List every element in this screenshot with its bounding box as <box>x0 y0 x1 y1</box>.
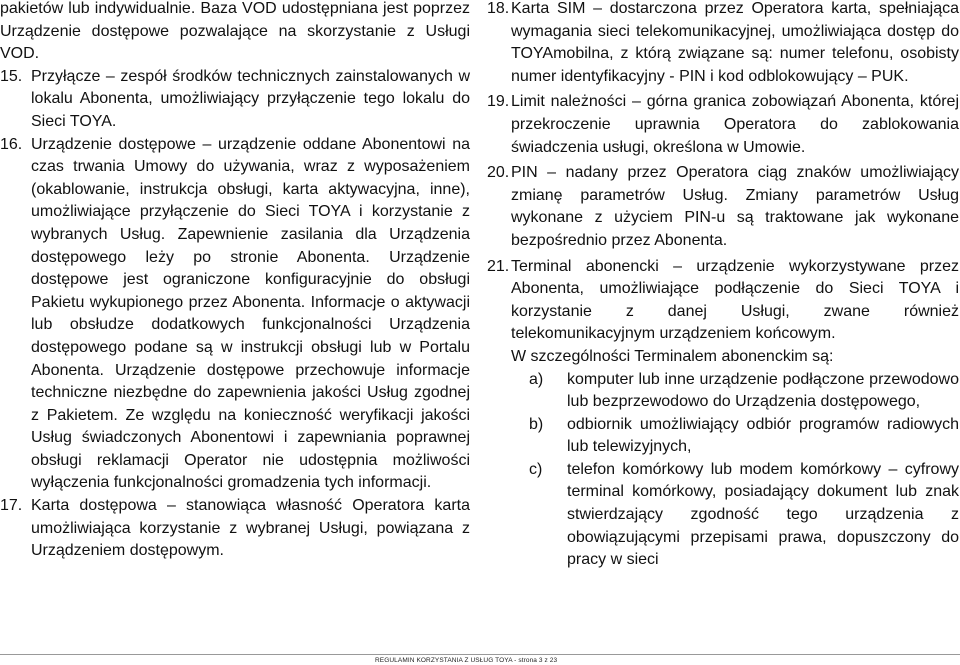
definition-item-18 <box>487 0 959 88</box>
definition-item-21 <box>487 256 959 572</box>
sublist-text: komputer lub inne urządzenie podłączone przewodowo lub bezprzewodowo do Urządzenia dostępowego, <box>567 370 959 411</box>
item-lead-in: W szczególności Terminalem abonenckim są: <box>511 347 834 365</box>
item-text: PIN – nadany przez Operatora ciąg znaków umożliwiający zmianę parametrów Usług. Zmiany parametrów Usług wykonane z użyciem PIN-u są traktowane jak wykonane bezpośrednio przez Abonenta. <box>511 164 959 249</box>
right-column <box>487 0 959 572</box>
item-number: 19. <box>487 93 510 111</box>
footer-divider <box>0 654 960 655</box>
sublist-label: a) <box>529 370 544 388</box>
sublist-label: c) <box>529 460 543 478</box>
item-text: Terminal abonencki – urządzenie wykorzystywane przez Abonenta, umożliwiające podłączenie do Sieci TOYA i korzystanie z danej Usługi, zwane również telekomunikacyjnym urządzeniem końcowym. <box>511 257 959 343</box>
item-text: Przyłącze – zespół środków technicznych zainstalowanych w lokalu Abonenta, umożliwiający przyłączenie tego lokalu do Sieci TOYA. <box>31 67 470 130</box>
intro-paragraph: pakietów lub indywidualnie. Baza VOD udostępniana jest poprzez Urządzenie dostępowe pozwalające na skorzystanie z Usługi VOD. <box>0 0 470 63</box>
item-text: Karta dostępowa – stanowiąca własność Operatora karta umożliwiająca korzystanie z wybranej Usługi, powiązana z Urządzeniem dostępowym. <box>31 497 470 560</box>
terminal-sublist <box>511 369 959 572</box>
sublist-item-a <box>511 369 959 414</box>
item-number: 17. <box>0 497 23 515</box>
page-footer: REGULAMIN KORZYSTANIA Z USŁUG TOYA - strona 3 z 23 <box>375 657 558 664</box>
item-number: 16. <box>0 135 23 153</box>
item-number: 20. <box>487 164 510 182</box>
sublist-item-b <box>511 414 959 459</box>
left-column <box>0 0 470 563</box>
definition-item-19 <box>487 91 959 159</box>
definition-item-20 <box>487 162 959 252</box>
sublist-text: telefon komórkowy lub modem komórkowy – cyfrowy terminal komórkowy, posiadający dokument lub znak stwierdzający zgodność tego urządzenia z obowiązującymi przepisami prawa, dopuszczony do pracy w sieci <box>567 460 959 569</box>
definition-item-16 <box>0 134 470 496</box>
item-text: Limit należności – górna granica zobowiązań Abonenta, której przekroczenie uprawnia Operatora do zablokowania świadczenia usługi, określona w Umowie. <box>511 93 959 156</box>
item-number: 21. <box>487 257 510 275</box>
item-number: 15. <box>0 67 23 85</box>
item-number: 18. <box>487 0 510 17</box>
sublist-item-c <box>511 459 959 572</box>
item-body <box>511 256 959 572</box>
definition-item-17 <box>0 495 470 563</box>
sublist-text: odbiornik umożliwiający odbiór programów radiowych lub telewizyjnych, <box>567 415 959 456</box>
item-text: Urządzenie dostępowe – urządzenie oddane Abonentowi na czas trwania Umowy do używania, wraz z wyposażeniem (okablowanie, instrukcja obsługi, karta aktywacyjna, inne), umożliwiające przyłączenie do Sieci TOYA i korzystanie z wybranych Usług. Zapewnienie zasilania dla Urządzenia dostępowego leży po stronie Abonenta. Urządzenie dostępowe jest ograniczone konfiguracyjnie do obsługi Pakietu wykupionego przez Abonenta. Informacje o aktywacji lub obsłudze dodatkowych funkcjonalności Urządzenia dostępowego podane są w instrukcji obsługi lub w Portalu Abonenta. Urządzenie dostępowe przechowuje informacje techniczne niezbędne do zapewnienia jakości Usług zgodnej z Pakietem. Ze względu na konieczność weryfikacji jakości Usług świadczonych Abonentowi i zapewniania poprawnej obsługi reklamacji Operator nie udostępnia możliwości wyłączenia funkcjonalności gromadzenia tych informacji. <box>31 135 470 492</box>
definition-item-15 <box>0 66 470 134</box>
sublist-label: b) <box>529 415 544 433</box>
item-text: Karta SIM – dostarczona przez Operatora karta, spełniająca wymagania sieci telekomunikacyjnej, umożliwiająca dostęp do TOYAmobilna, z którą związane są: numer telefonu, osobisty numer identyfikacyjny - PIN i kod odblokowujący – PUK. <box>511 0 959 85</box>
